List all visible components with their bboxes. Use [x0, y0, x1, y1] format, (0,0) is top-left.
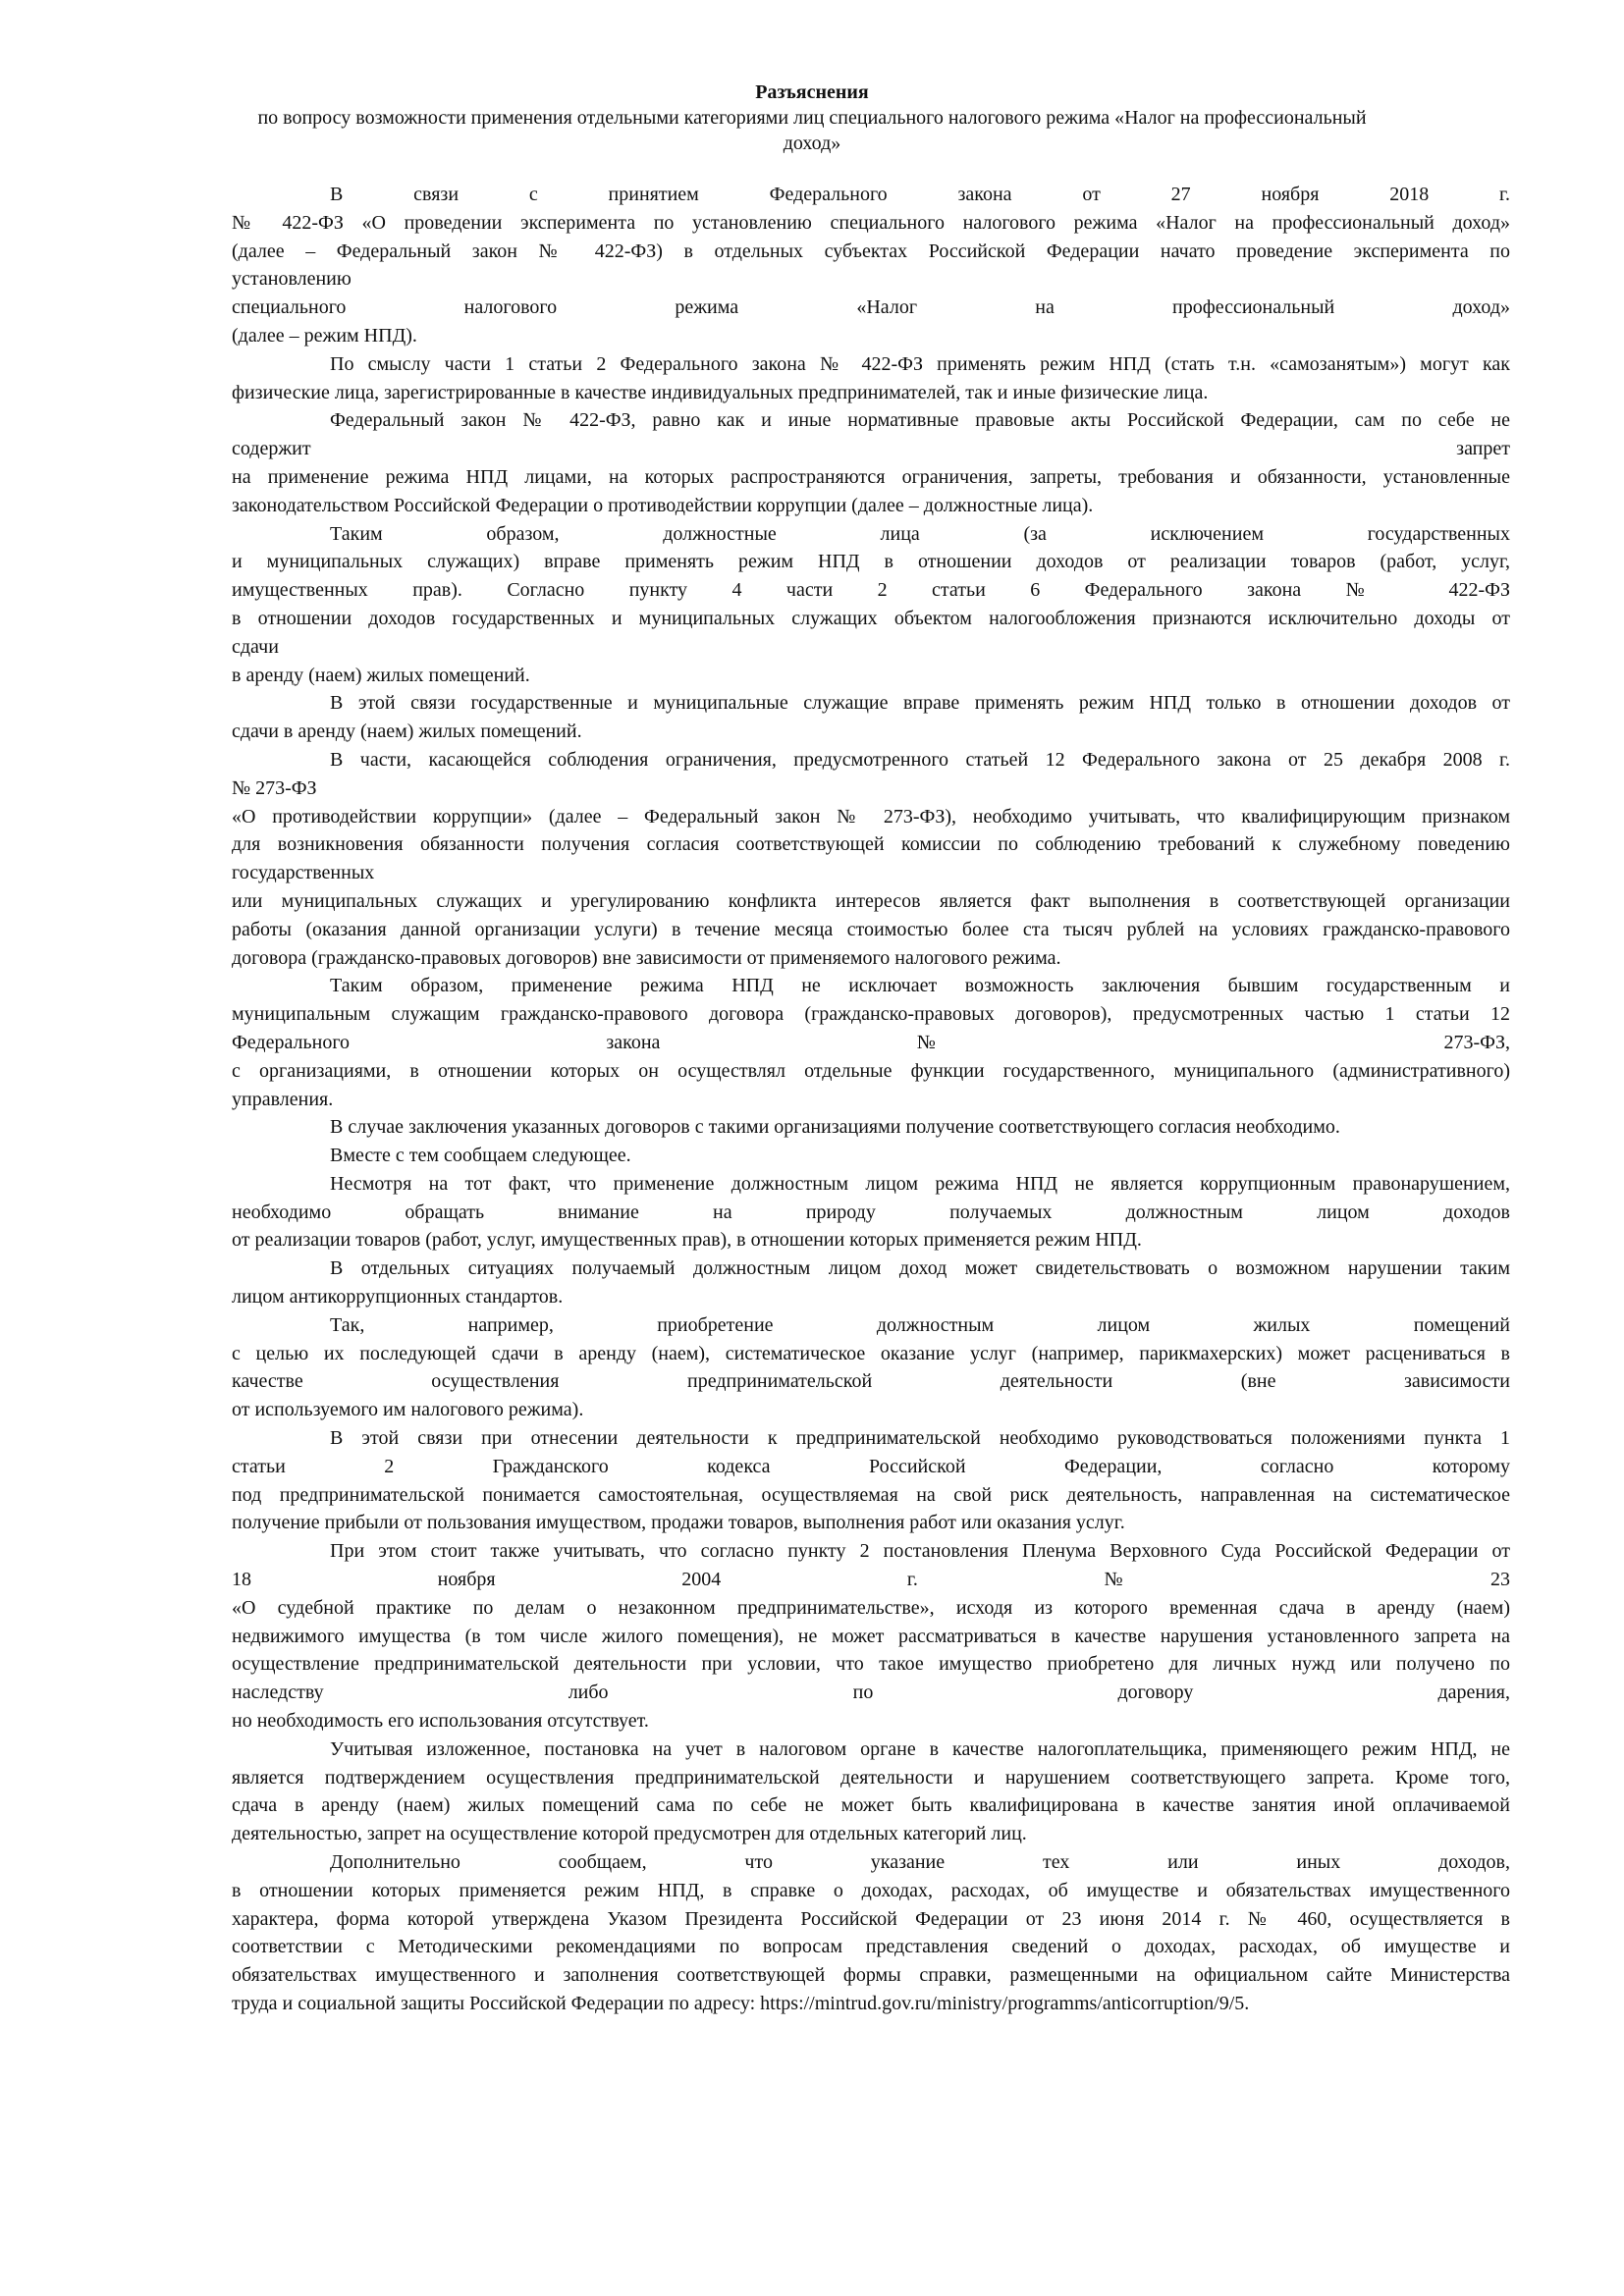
text-line: с целью их последующей сдачи в аренду (наем), систематическое оказание услуг (например, парикмахерских) может расцениваться в: [232, 1342, 1510, 1364]
text-line: под предпринимательской понимается самостоятельная, осуществляемая на свой риск деятельность, направленная на систематическое: [232, 1483, 1510, 1506]
text-line: В этой связи при отнесении деятельности к предпринимательской необходимо руководствоваться положениями пункта 1: [330, 1427, 1510, 1450]
text-line: Таким образом, применение режима НПД не исключает возможность заключения бывшим государственным и: [330, 975, 1510, 997]
text-line: характера, форма которой утверждена Указом Президента Российской Федерации от 23 июня 2014 г. № 460, осуществляется в: [232, 1907, 1510, 1930]
text-line: муниципальным служащим гражданско-правового договора (гражданско-правовых договоров), предусмотренных частью 1 статьи 12: [232, 1003, 1510, 1026]
text-line: в отношении которых применяется режим НПД, в справке о доходах, расходах, об имуществе и обязательствах имущественного: [232, 1879, 1510, 1901]
text-line: или муниципальных служащих и урегулированию конфликта интересов является факт выполнения в соответствующей организации: [232, 889, 1510, 912]
text-line: Дополнительно сообщаем, что указание тех или иных доходов,: [330, 1851, 1510, 1874]
text-line: Федеральный закон № 422-ФЗ, равно как и иные нормативные правовые акты Российской Федерации, сам по себе не: [330, 409, 1510, 432]
text-line: «О противодействии коррупции» (далее – Федеральный закон № 273-ФЗ), необходимо учитывать, что квалифицирующим признаком: [232, 805, 1510, 828]
text-line: законодательством Российской Федерации о противодействии коррупции (далее – должностные лица).: [232, 494, 1094, 516]
text-line: соответствии с Методическими рекомендациями по вопросам представления сведений о доходах, расходах, об имуществе и: [232, 1936, 1510, 1958]
text-line: сдачи в аренду (наем) жилых помещений.: [232, 721, 582, 743]
text-line: и муниципальных служащих) вправе применять режим НПД в отношении доходов от реализации товаров (работ, услуг,: [232, 551, 1510, 573]
text-line: специального налогового режима «Налог на профессиональный доход»: [232, 296, 1510, 319]
text-line: В случае заключения указанных договоров с такими организациями получение соответствующего согласия необходимо.: [330, 1116, 1340, 1139]
text-line: получение прибыли от пользования имуществом, продажи товаров, выполнения работ или оказания услуг.: [232, 1512, 1125, 1534]
text-line: Так, например, приобретение должностным лицом жилых помещений: [330, 1313, 1510, 1336]
text-line: с организациями, в отношении которых он осуществлял отдельные функции государственного, муниципального (административного): [232, 1059, 1510, 1082]
text-line: работы (оказания данной организации услуги) в течение месяца стоимостью более ста тысяч рублей на условиях гражданско-правового: [232, 918, 1510, 940]
text-line: управления.: [232, 1088, 334, 1110]
text-line: на применение режима НПД лицами, на которых распространяются ограничения, запреты, требования и обязанности, установленные: [232, 465, 1510, 488]
text-line: осуществление предпринимательской деятельности при условии, что такое имущество приобретено для личных нужд или получено по: [232, 1653, 1510, 1676]
text-line: договора (гражданско-правовых договоров) вне зависимости от применяемого налогового режима.: [232, 946, 1061, 969]
text-line: содержит запрет: [232, 438, 1510, 460]
text-line: «О судебной практике по делам о незаконном предпринимательстве», исходя из которого временная сдача в аренду (наем): [232, 1596, 1510, 1619]
text-line: Несмотря на тот факт, что применение должностным лицом режима НПД не является коррупционным правонарушением,: [330, 1172, 1510, 1195]
document-subtitle: по вопросу возможности применения отдельными категориями лиц специального налогового режима «Налог на профессиональный доход»: [257, 107, 1367, 154]
text-line: наследству либо по договору дарения,: [232, 1682, 1510, 1704]
text-line: сдачи: [232, 635, 279, 658]
text-line: При этом стоит также учитывать, что согласно пункту 2 постановления Пленума Верховного Суда Российской Федерации от: [330, 1540, 1510, 1563]
text-line: имущественных прав). Согласно пункту 4 части 2 статьи 6 Федерального закона № 422-ФЗ: [232, 579, 1510, 602]
text-line: В связи с принятием Федерального закона от 27 ноября 2018 г.: [330, 184, 1510, 205]
text-line: В части, касающейся соблюдения ограничения, предусмотренного статьей 12 Федерального закона от 25 декабря 2008 г.: [330, 748, 1510, 771]
text-line: труда и социальной защиты Российской Федерации по адресу: https://mintrud.gov.ru/ministry/programms/anticorruption/9/5.: [232, 1993, 1250, 2014]
text-line: (далее – Федеральный закон № 422-ФЗ) в отдельных субъектах Российской Федерации начато проведение эксперимента по: [232, 240, 1510, 262]
text-line: установлению: [232, 268, 352, 291]
text-line: сдача в аренду (наем) жилых помещений сама по себе не может быть квалифицирована в качестве занятия иной оплачиваемой: [232, 1794, 1510, 1817]
text-line: 18 ноября 2004 г. № 23: [232, 1569, 1510, 1591]
text-line: недвижимого имущества (в том числе жилого помещения), не может рассматриваться в качестве нарушения установленного запрета на: [232, 1625, 1510, 1647]
text-line: № 422-ФЗ «О проведении эксперимента по установлению специального налогового режима «Налог на профессиональный доход»: [232, 211, 1510, 234]
text-line: физические лица, зарегистрированные в качестве индивидуальных предпринимателей, так и иные физические лица.: [232, 381, 1209, 403]
text-line: № 273-ФЗ: [232, 776, 317, 799]
text-line: Таким образом, должностные лица (за исключением государственных: [330, 522, 1510, 545]
text-line: от реализации товаров (работ, услуг, имущественных прав), в отношении которых применяется режим НПД.: [232, 1229, 1142, 1252]
document-title: Разъяснения: [755, 81, 869, 103]
text-line: является подтверждением осуществления предпринимательской деятельности и нарушением соответствующего запрета. Кроме того,: [232, 1766, 1510, 1789]
text-line: статьи 2 Гражданского кодекса Российской Федерации, согласно которому: [232, 1455, 1510, 1477]
text-line: Учитывая изложенное, постановка на учет в налоговом органе в качестве налогоплательщика, применяющего режим НПД, не: [330, 1737, 1510, 1760]
text-line: для возникновения обязанности получения согласия соответствующей комиссии по соблюдению требований к служебному поведению: [232, 833, 1510, 856]
text-line: В отдельных ситуациях получаемый должностным лицом доход может свидетельствовать о возможном нарушении таким: [330, 1257, 1510, 1280]
text-line: качестве осуществления предпринимательской деятельности (вне зависимости: [232, 1370, 1510, 1393]
text-line: необходимо обращать внимание на природу получаемых должностным лицом доходов: [232, 1201, 1510, 1223]
text-line: (далее – режим НПД).: [232, 324, 417, 347]
text-line: от используемого им налогового режима).: [232, 1399, 584, 1421]
text-line: государственных: [232, 862, 375, 884]
document-body: [232, 181, 1510, 2018]
text-line: Федерального закона № 273-ФЗ,: [232, 1031, 1510, 1053]
text-line: лицом антикоррупционных стандартов.: [232, 1286, 564, 1308]
text-line: обязательствах имущественного и заполнения соответствующей формы справки, размещенными на официальном сайте Министерства: [232, 1964, 1510, 1987]
text-line: По смыслу части 1 статьи 2 Федерального закона № 422-ФЗ применять режим НПД (стать т.н. «самозанятым») могут как: [330, 352, 1510, 375]
text-line: деятельностью, запрет на осуществление которой предусмотрен для отдельных категорий лиц.: [232, 1823, 1027, 1845]
text-line: в аренду (наем) жилых помещений.: [232, 664, 530, 686]
text-line: В этой связи государственные и муниципальные служащие вправе применять режим НПД только в отношении доходов от: [330, 692, 1510, 715]
text-line: но необходимость его использования отсутствует.: [232, 1710, 649, 1733]
text-line: Вместе с тем сообщаем следующее.: [330, 1145, 631, 1167]
text-line: в отношении доходов государственных и муниципальных служащих объектом налогообложения признаются исключительно доходы от: [232, 607, 1510, 629]
